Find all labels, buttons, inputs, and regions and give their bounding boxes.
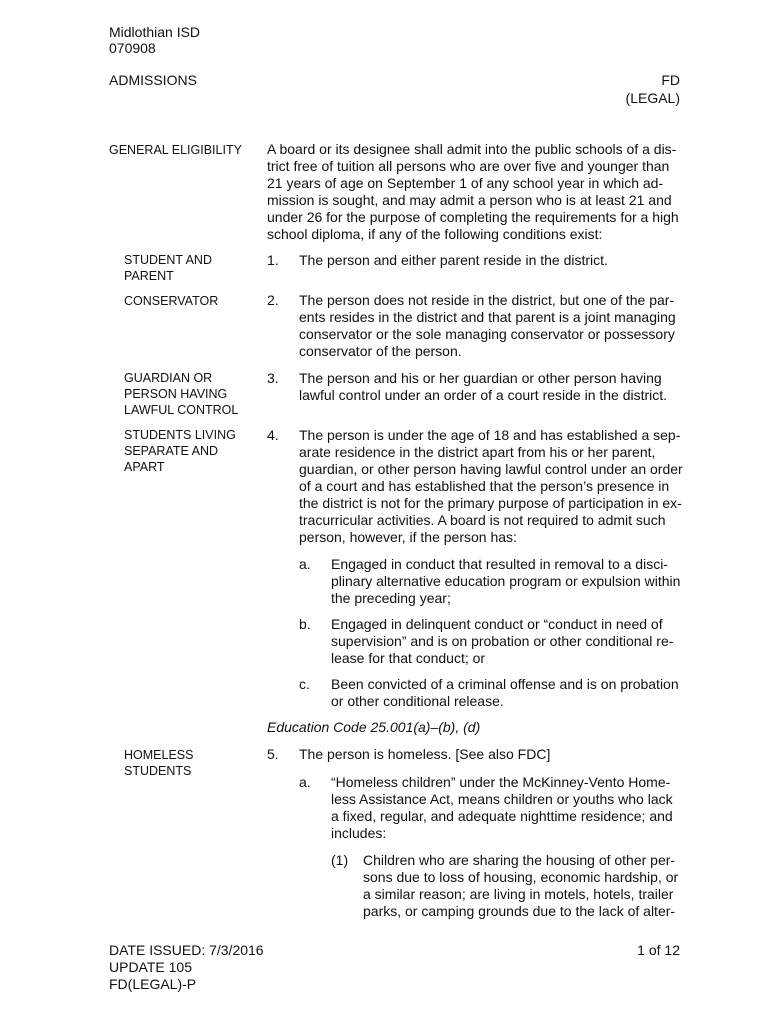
text-line: lease for that conduct; or <box>331 650 486 666</box>
legal-citation: Education Code 25.001(a)–(b), (d) <box>267 719 481 735</box>
subitem-5a-text <box>331 774 673 842</box>
section-title: ADMISSIONS <box>109 72 197 88</box>
text-line: The person does not reside in the district, but one of the par- <box>299 292 675 308</box>
item-number: 3. <box>267 370 279 386</box>
text-line: the preceding year; <box>331 590 451 606</box>
text-line: plinary alternative education program or expulsion within <box>331 573 681 589</box>
text-line: parks, or camping grounds due to the lack of alter- <box>363 903 676 919</box>
text-line: The person and his or her guardian or other person having <box>299 370 662 386</box>
district-code: 070908 <box>109 40 156 56</box>
side-label-homeless-students: HOMELESS STUDENTS <box>124 748 194 778</box>
text-line: trict free of tuition all persons who are over five and younger than <box>267 158 670 174</box>
text-line: Engaged in conduct that resulted in removal to a disci- <box>331 556 668 572</box>
subitem-letter: c. <box>299 676 310 692</box>
district-name: Midlothian ISD <box>109 24 201 40</box>
item-3-text <box>299 370 667 404</box>
text-line: a similar reason; are living in motels, hotels, trailer <box>363 886 674 902</box>
text-line: sons due to loss of housing, economic hardship, or <box>363 869 679 885</box>
item-4-text <box>299 427 683 546</box>
text-line: Engaged in delinquent conduct or “conduct in need of <box>331 616 663 632</box>
text-line: Children who are sharing the housing of other per- <box>363 852 676 868</box>
text-line: The person and either parent reside in the district. <box>299 252 608 268</box>
general-eligibility-paragraph <box>267 141 679 243</box>
text-line: lawful control under an order of a court reside in the district. <box>299 387 668 403</box>
subitem-letter: a. <box>299 774 311 790</box>
text-line: conservator of the person. <box>299 343 462 359</box>
text-line: school diploma, if any of the following conditions exist: <box>267 226 603 242</box>
text-line: The person is homeless. [See also FDC] <box>299 746 551 762</box>
text-line: supervision” and is on probation or other conditional re- <box>331 633 674 649</box>
item-number: 2. <box>267 292 279 308</box>
text-line: A board or its designee shall admit into the public schools of a dis- <box>267 141 677 157</box>
side-label-students-living-apart: STUDENTS LIVING SEPARATE AND APART <box>124 428 236 474</box>
subsubitem-marker: (1) <box>331 852 349 868</box>
footer-update: UPDATE 105 <box>109 959 192 975</box>
text-line: under 26 for the purpose of completing the requirements for a high <box>267 209 679 225</box>
subitem-4c-text <box>331 676 679 710</box>
footer-code: FD(LEGAL)-P <box>109 976 197 992</box>
text-line: “Homeless children” under the McKinney-Vento Home- <box>331 774 671 790</box>
item-number: 1. <box>267 252 279 268</box>
subitem-letter: b. <box>299 616 311 632</box>
subitem-4b-text <box>331 616 673 667</box>
item-number: 4. <box>267 427 279 443</box>
item-number: 5. <box>267 746 279 762</box>
text-line: The person is under the age of 18 and has established a sep- <box>299 427 681 443</box>
subsubitem-5a1-text <box>363 852 678 920</box>
policy-code: FD <box>661 72 680 88</box>
subitem-4a-text <box>331 556 680 607</box>
text-line: a fixed, regular, and adequate nighttime residence; and <box>331 808 673 824</box>
text-line: guardian, or other person having lawful control under an order <box>299 461 683 477</box>
footer-date-issued: DATE ISSUED: 7/3/2016 <box>109 942 264 958</box>
text-line: of a court and has established that the person’s presence in <box>299 478 670 494</box>
text-line: tracurricular activities. A board is not required to admit such <box>299 512 666 528</box>
text-line: mission is sought, and may admit a person who is at least 21 and <box>267 192 672 208</box>
text-line: conservator or the sole managing conservator or possessory <box>299 326 675 342</box>
text-line: the district is not for the primary purpose of participation in ex- <box>299 495 682 511</box>
text-line: ents resides in the district and that parent is a joint managing <box>299 309 676 325</box>
text-line: person, however, if the person has: <box>299 529 517 545</box>
side-label-general-eligibility: GENERAL ELIGIBILITY <box>109 143 242 157</box>
text-line: includes: <box>331 825 387 841</box>
text-line: or other conditional release. <box>331 693 504 709</box>
text-line: 21 years of age on September 1 of any school year in which ad- <box>267 175 664 191</box>
side-label-conservator: CONSERVATOR <box>124 294 219 308</box>
item-1-text <box>299 252 608 269</box>
footer-page-number: 1 of 12 <box>637 942 680 958</box>
item-5-text <box>299 746 550 763</box>
item-2-text <box>299 292 676 360</box>
text-line: less Assistance Act, means children or youths who lack <box>331 791 673 807</box>
subitem-letter: a. <box>299 556 311 572</box>
side-label-student-and-parent: STUDENT AND PARENT <box>124 253 212 283</box>
text-line: arate residence in the district apart from his or her parent, <box>299 444 656 460</box>
policy-type: (LEGAL) <box>625 90 680 106</box>
side-label-guardian: GUARDIAN OR PERSON HAVING LAWFUL CONTROL <box>124 371 239 417</box>
text-line: Been convicted of a criminal offense and is on probation <box>331 676 679 692</box>
